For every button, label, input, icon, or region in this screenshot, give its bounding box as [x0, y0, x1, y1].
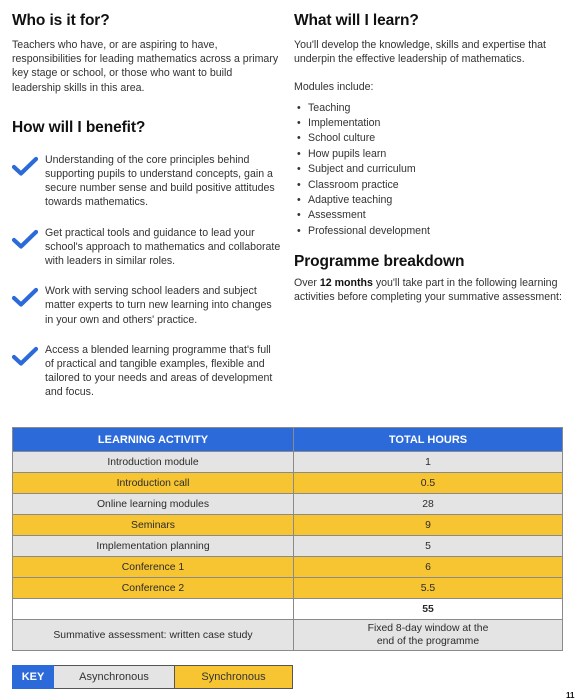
- assessment-hours-line2: end of the programme: [376, 636, 480, 647]
- activity-cell: Implementation planning: [13, 536, 294, 557]
- activity-cell: Online learning modules: [13, 494, 294, 515]
- assessment-hours-cell: [294, 620, 563, 651]
- breakdown-title: Programme breakdown: [294, 253, 465, 271]
- hours-cell: 5.5: [294, 578, 563, 599]
- benefit-item: [12, 284, 282, 327]
- assessment-row: [13, 620, 563, 651]
- hours-cell: 28: [294, 494, 563, 515]
- benefit-item: [12, 153, 282, 210]
- learn-title: What will I learn?: [294, 12, 419, 29]
- module-item: • School culture: [294, 131, 572, 146]
- benefit-text: Get practical tools and guidance to lead your school's approach to mathematics and collaborate with leaders in similar roles.: [45, 226, 281, 268]
- table-row: [13, 515, 563, 536]
- hours-cell: 6: [294, 557, 563, 578]
- activity-cell: Introduction call: [13, 473, 294, 494]
- breakdown-text-start: Over: [294, 277, 320, 290]
- column-header-activity: LEARNING ACTIVITY: [13, 428, 294, 452]
- module-item: • Adaptive teaching: [294, 193, 572, 208]
- hours-cell: 0.5: [294, 473, 563, 494]
- activity-cell: Conference 2: [13, 578, 294, 599]
- checkmark-icon: [12, 346, 38, 366]
- right-column: [294, 12, 572, 305]
- table-row: [13, 494, 563, 515]
- checkmark-icon: [12, 287, 38, 307]
- key-asynchronous: Asynchronous: [54, 665, 175, 689]
- module-item: • Teaching: [294, 101, 572, 116]
- page-number: 11: [566, 691, 575, 700]
- table-row: [13, 557, 563, 578]
- breakdown-text-end: you'll take part in the following learning activities before completing your summative assessment:: [294, 277, 562, 304]
- module-item: • Implementation: [294, 116, 572, 131]
- breakdown-duration: 12 months: [319, 277, 373, 290]
- column-header-hours: TOTAL HOURS: [294, 428, 563, 452]
- assessment-activity-cell: Summative assessment: written case study: [13, 620, 294, 651]
- key-synchronous: Synchronous: [175, 665, 293, 689]
- activity-cell: Seminars: [13, 515, 294, 536]
- hours-cell: 9: [294, 515, 563, 536]
- module-item: • Classroom practice: [294, 178, 572, 193]
- module-item: • Professional development: [294, 224, 572, 239]
- checkmark-icon: [12, 229, 38, 249]
- benefit-list: [12, 153, 282, 400]
- module-item: • How pupils learn: [294, 147, 572, 162]
- who-text: Teachers who have, or are aspiring to have, responsibilities for leading mathematics across a primary key stage or school, or those who want to build leadership skills in this area.: [12, 39, 279, 94]
- breakdown-text: [294, 276, 572, 304]
- benefit-text: Access a blended learning programme that's full of practical and tangible examples, flexible and tailored to your needs and areas of development and focus.: [45, 343, 273, 399]
- module-item: • Assessment: [294, 208, 572, 223]
- table-header-row: [13, 428, 563, 452]
- module-item: • Subject and curriculum: [294, 162, 572, 177]
- benefit-text: Work with serving school leaders and subject matter experts to turn new learning into changes in your own and others' practice.: [45, 285, 272, 326]
- total-label-cell: [13, 599, 294, 620]
- table-row: [13, 536, 563, 557]
- modules-list: [294, 101, 572, 240]
- assessment-hours-line1: Fixed 8-day window at the: [367, 623, 489, 634]
- hours-cell: 5: [294, 536, 563, 557]
- table-row: [13, 452, 563, 473]
- learn-text: You'll develop the knowledge, skills and expertise that underpin the effective leadership of mathematics.: [294, 39, 546, 66]
- programme-table: [12, 427, 563, 651]
- hours-cell: 1: [294, 452, 563, 473]
- benefit-title: How will I benefit?: [12, 118, 146, 136]
- checkmark-icon: [12, 156, 38, 176]
- modules-label: Modules include:: [294, 81, 374, 94]
- table-row: [13, 578, 563, 599]
- benefit-text: Understanding of the core principles behind supporting pupils to understand concepts, gain a secure number sense and build positive attitudes towards mathematics.: [45, 153, 275, 209]
- who-title: Who is it for?: [12, 12, 110, 29]
- left-column: [12, 12, 282, 416]
- total-hours-cell: 55: [294, 599, 563, 620]
- key-label: KEY: [12, 665, 54, 689]
- table-row: [13, 473, 563, 494]
- benefit-item: [12, 343, 282, 400]
- total-row: [13, 599, 563, 620]
- legend-key: [12, 665, 293, 689]
- activity-cell: Conference 1: [13, 557, 294, 578]
- activity-cell: Introduction module: [13, 452, 294, 473]
- benefit-item: [12, 226, 282, 269]
